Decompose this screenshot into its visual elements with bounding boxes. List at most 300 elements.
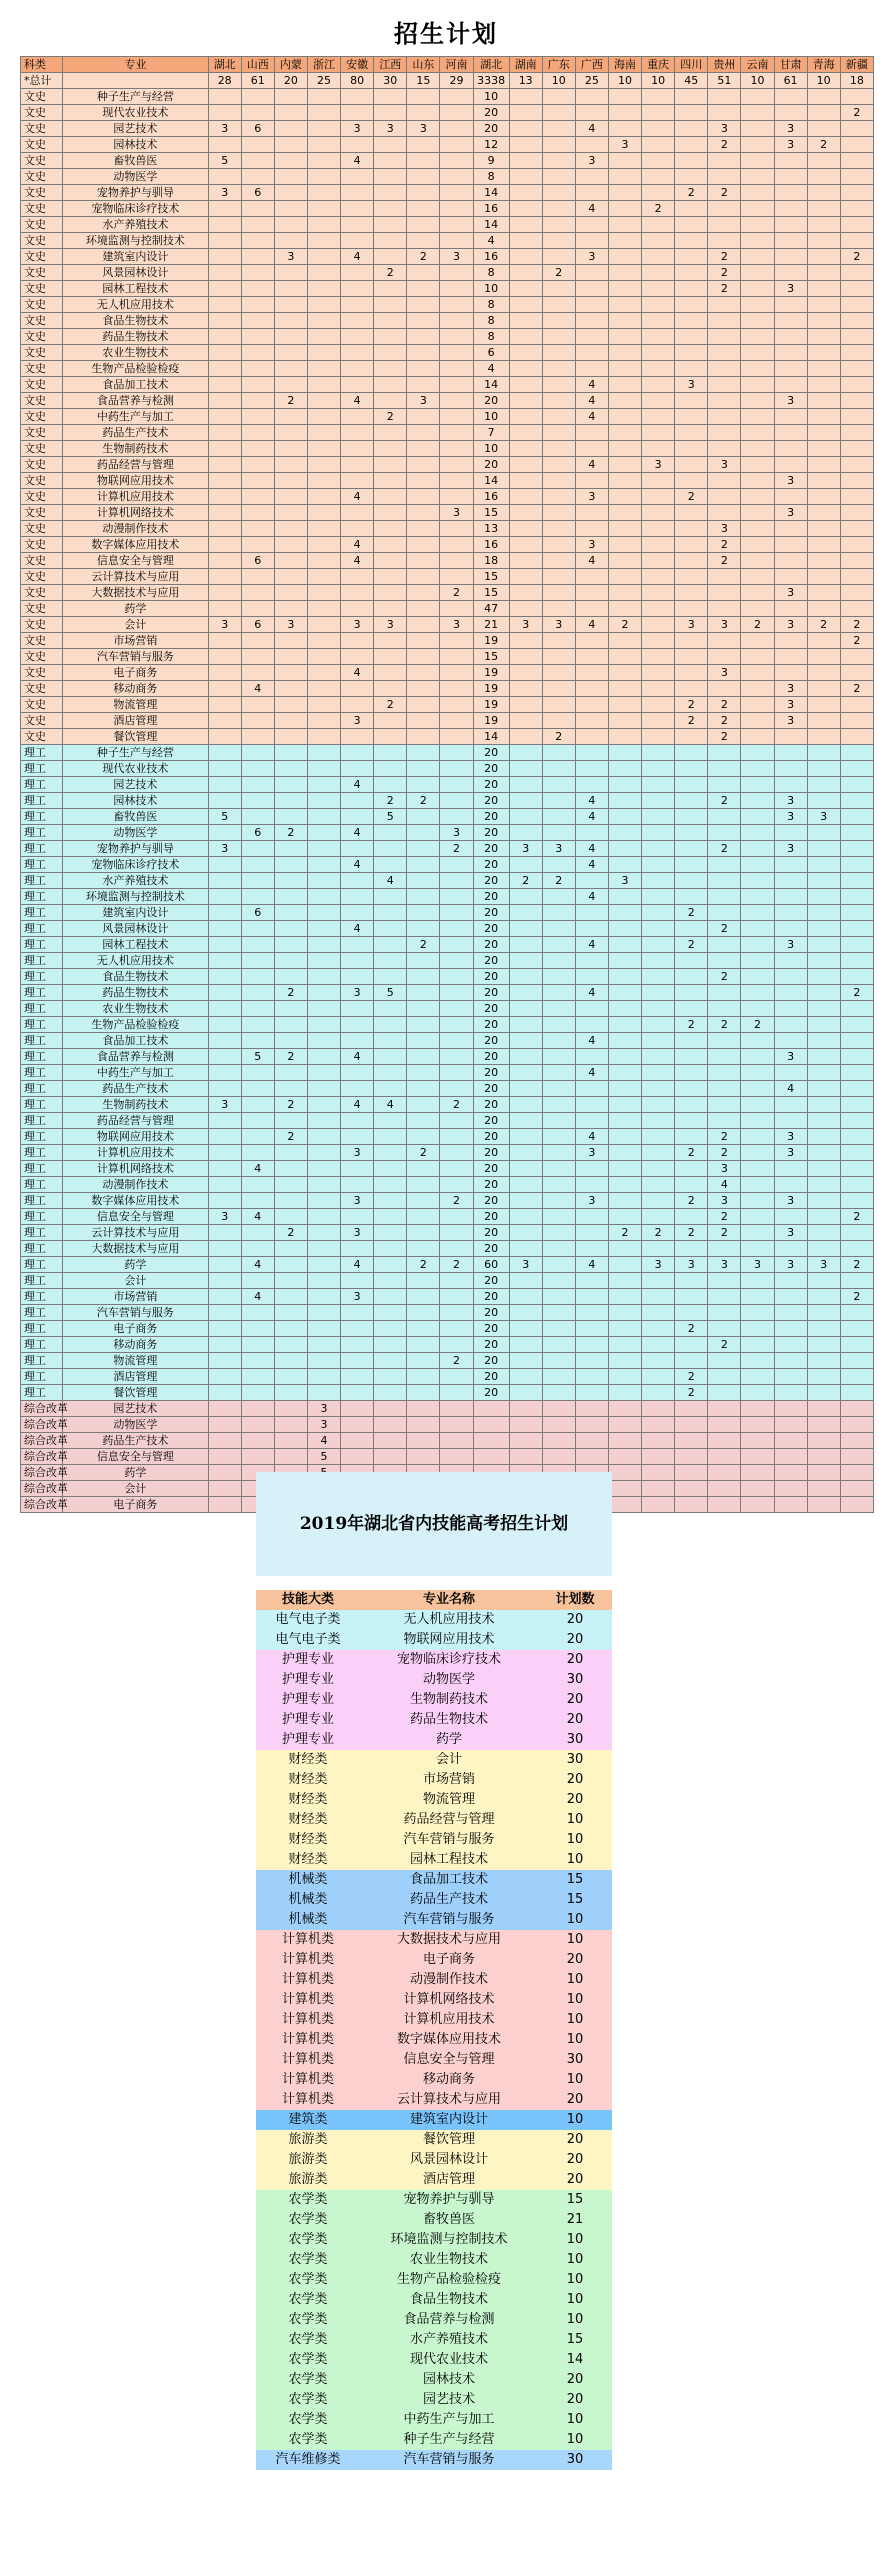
quota-cell	[840, 649, 873, 665]
quota-cell	[407, 985, 440, 1001]
quota-cell	[542, 953, 575, 969]
quota-cell	[440, 473, 473, 489]
quota-cell	[307, 1257, 340, 1273]
quota-cell	[675, 281, 708, 297]
quota-cell: 4	[341, 1049, 374, 1065]
quota-cell	[840, 1065, 873, 1081]
quota-cell	[307, 745, 340, 761]
skill-major-cell: 食品生物技术	[360, 2290, 538, 2310]
quota-cell	[407, 617, 440, 633]
quota-cell	[741, 777, 774, 793]
quota-cell	[741, 1417, 774, 1433]
quota-cell	[542, 121, 575, 137]
skill-major-cell: 电子商务	[360, 1950, 538, 1970]
quota-cell	[807, 185, 840, 201]
quota-cell	[374, 1049, 407, 1065]
quota-cell	[642, 873, 675, 889]
category-cell: 理工	[21, 1161, 63, 1177]
quota-cell	[608, 1033, 641, 1049]
table-row	[21, 313, 874, 329]
quota-cell	[741, 393, 774, 409]
quota-cell	[509, 1433, 542, 1449]
quota-cell: 13	[509, 73, 542, 89]
quota-cell: 20	[473, 121, 509, 137]
quota-cell	[407, 457, 440, 473]
quota-cell	[307, 1241, 340, 1257]
quota-cell	[807, 169, 840, 185]
quota-cell	[774, 1385, 807, 1401]
quota-cell	[509, 249, 542, 265]
quota-cell	[741, 649, 774, 665]
skill-major-cell: 药品生产技术	[360, 1890, 538, 1910]
quota-cell: 6	[241, 825, 274, 841]
quota-cell	[675, 761, 708, 777]
quota-cell	[741, 1097, 774, 1113]
skill-category-cell: 农学类	[256, 2190, 360, 2210]
major-cell: 汽车营销与服务	[63, 1305, 209, 1321]
quota-cell	[840, 777, 873, 793]
quota-cell	[341, 1369, 374, 1385]
quota-cell: 3	[440, 249, 473, 265]
category-cell: 文史	[21, 217, 63, 233]
skill-category-cell: 农学类	[256, 2310, 360, 2330]
quota-cell	[341, 233, 374, 249]
quota-cell	[440, 889, 473, 905]
category-cell: 文史	[21, 601, 63, 617]
quota-cell	[440, 969, 473, 985]
skill-major-cell: 汽车营销与服务	[360, 2450, 538, 2470]
quota-cell	[542, 969, 575, 985]
quota-cell: 2	[708, 1225, 741, 1241]
quota-cell	[774, 377, 807, 393]
major-cell: 动漫制作技术	[63, 521, 209, 537]
quota-cell	[241, 377, 274, 393]
quota-cell	[642, 1049, 675, 1065]
quota-cell	[608, 1481, 641, 1497]
major-cell: 食品生物技术	[63, 313, 209, 329]
quota-cell: 2	[675, 1385, 708, 1401]
quota-cell	[608, 425, 641, 441]
quota-cell	[675, 297, 708, 313]
major-cell: 食品营养与检测	[63, 393, 209, 409]
quota-cell: 3	[608, 873, 641, 889]
skills-row	[256, 2270, 612, 2290]
quota-cell	[575, 473, 608, 489]
quota-cell	[675, 809, 708, 825]
quota-cell	[575, 1289, 608, 1305]
quota-cell	[307, 809, 340, 825]
quota-cell	[509, 185, 542, 201]
quota-cell: 2	[374, 697, 407, 713]
quota-cell	[807, 665, 840, 681]
skills-exam-plan-table	[256, 1590, 612, 2470]
quota-cell	[608, 201, 641, 217]
quota-cell	[807, 937, 840, 953]
quota-cell	[341, 1449, 374, 1465]
skill-quota-cell: 10	[538, 2410, 612, 2430]
quota-cell	[741, 713, 774, 729]
quota-cell	[642, 905, 675, 921]
quota-cell	[440, 89, 473, 105]
quota-cell: 8	[473, 329, 509, 345]
quota-cell	[407, 873, 440, 889]
quota-cell	[708, 905, 741, 921]
quota-cell	[208, 1225, 241, 1241]
quota-cell	[774, 201, 807, 217]
quota-cell: 21	[473, 617, 509, 633]
quota-cell	[642, 153, 675, 169]
quota-cell	[642, 489, 675, 505]
quota-cell	[407, 1097, 440, 1113]
quota-cell	[575, 265, 608, 281]
quota-cell	[241, 537, 274, 553]
quota-cell	[774, 1305, 807, 1321]
quota-cell	[542, 1177, 575, 1193]
quota-cell	[840, 425, 873, 441]
quota-cell	[241, 1097, 274, 1113]
quota-cell	[708, 585, 741, 601]
quota-cell	[642, 841, 675, 857]
quota-cell	[542, 777, 575, 793]
quota-cell	[542, 185, 575, 201]
quota-cell	[241, 1337, 274, 1353]
quota-cell	[509, 169, 542, 185]
quota-cell	[840, 1481, 873, 1497]
quota-cell	[807, 1081, 840, 1097]
quota-cell	[575, 761, 608, 777]
quota-cell	[642, 1433, 675, 1449]
skills-row	[256, 2410, 612, 2430]
quota-cell	[608, 1465, 641, 1481]
quota-cell: 3	[341, 617, 374, 633]
quota-cell	[840, 1049, 873, 1065]
quota-cell	[542, 681, 575, 697]
quota-cell	[274, 601, 307, 617]
category-cell: 文史	[21, 121, 63, 137]
quota-cell	[575, 233, 608, 249]
major-cell: 餐饮管理	[63, 729, 209, 745]
quota-cell	[708, 761, 741, 777]
quota-cell	[542, 329, 575, 345]
quota-cell: 3	[575, 1145, 608, 1161]
quota-cell	[608, 441, 641, 457]
quota-cell	[642, 681, 675, 697]
quota-cell	[807, 649, 840, 665]
quota-cell: 20	[473, 1145, 509, 1161]
quota-cell	[274, 121, 307, 137]
quota-cell	[407, 441, 440, 457]
quota-cell	[741, 1321, 774, 1337]
quota-cell	[608, 1369, 641, 1385]
quota-cell: 20	[473, 1321, 509, 1337]
quota-cell	[708, 649, 741, 665]
quota-cell	[840, 1497, 873, 1513]
quota-cell: 2	[840, 633, 873, 649]
major-cell: 水产养殖技术	[63, 217, 209, 233]
quota-cell: 3	[708, 617, 741, 633]
quota-cell	[208, 377, 241, 393]
quota-cell: 3	[575, 537, 608, 553]
skill-category-cell: 财经类	[256, 1850, 360, 1870]
quota-cell	[542, 761, 575, 777]
quota-cell	[708, 633, 741, 649]
quota-cell	[407, 1177, 440, 1193]
category-cell: 理工	[21, 1081, 63, 1097]
table-row	[21, 105, 874, 121]
quota-cell	[509, 1113, 542, 1129]
quota-cell	[807, 425, 840, 441]
quota-cell: 2	[708, 793, 741, 809]
quota-cell	[774, 1401, 807, 1417]
quota-cell	[840, 793, 873, 809]
quota-cell	[807, 361, 840, 377]
quota-cell: 6	[241, 553, 274, 569]
quota-cell	[274, 681, 307, 697]
skills-row	[256, 2370, 612, 2390]
quota-cell	[307, 1337, 340, 1353]
quota-cell	[307, 889, 340, 905]
quota-cell	[274, 185, 307, 201]
quota-cell	[542, 1353, 575, 1369]
skill-quota-cell: 10	[538, 1930, 612, 1950]
quota-cell	[774, 825, 807, 841]
quota-cell: 3	[774, 1225, 807, 1241]
quota-cell	[208, 521, 241, 537]
category-cell: 理工	[21, 1129, 63, 1145]
quota-cell	[407, 969, 440, 985]
quota-cell	[642, 601, 675, 617]
quota-cell	[440, 393, 473, 409]
quota-cell	[542, 1033, 575, 1049]
skill-major-cell: 药品经营与管理	[360, 1810, 538, 1830]
quota-cell	[407, 473, 440, 489]
table-row	[21, 1097, 874, 1113]
quota-cell	[374, 649, 407, 665]
quota-cell: 2	[642, 201, 675, 217]
quota-cell	[241, 921, 274, 937]
quota-cell	[509, 1161, 542, 1177]
quota-cell	[241, 953, 274, 969]
quota-cell	[807, 1145, 840, 1161]
quota-cell: 4	[241, 1289, 274, 1305]
page-title: 招生计划	[394, 20, 498, 48]
quota-cell: 10	[608, 73, 641, 89]
major-cell: 药品生物技术	[63, 985, 209, 1001]
quota-cell	[807, 841, 840, 857]
quota-cell: 3	[774, 1145, 807, 1161]
quota-cell	[440, 1017, 473, 1033]
quota-cell: 10	[642, 73, 675, 89]
quota-cell	[509, 1321, 542, 1337]
quota-cell: 3	[774, 793, 807, 809]
quota-cell	[307, 969, 340, 985]
quota-cell	[208, 1449, 241, 1465]
major-cell: 中药生产与加工	[63, 409, 209, 425]
skill-category-cell: 电气电子类	[256, 1630, 360, 1650]
quota-cell: 2	[608, 1225, 641, 1241]
quota-cell	[440, 1449, 473, 1465]
quota-cell: 2	[708, 1209, 741, 1225]
quota-cell	[840, 809, 873, 825]
quota-cell: 6	[241, 905, 274, 921]
quota-cell	[307, 649, 340, 665]
quota-cell	[675, 1177, 708, 1193]
quota-cell	[774, 1177, 807, 1193]
quota-cell	[741, 249, 774, 265]
quota-cell: 4	[575, 1033, 608, 1049]
quota-cell	[575, 905, 608, 921]
quota-cell: 2	[675, 1145, 708, 1161]
quota-cell: 3	[774, 585, 807, 601]
quota-cell	[307, 1001, 340, 1017]
quota-cell	[374, 489, 407, 505]
quota-cell: 4	[575, 1129, 608, 1145]
quota-cell	[208, 1481, 241, 1497]
quota-cell	[241, 665, 274, 681]
quota-cell	[274, 1353, 307, 1369]
quota-cell	[708, 1353, 741, 1369]
quota-cell	[807, 281, 840, 297]
quota-cell	[575, 745, 608, 761]
quota-cell	[542, 281, 575, 297]
category-cell: 文史	[21, 537, 63, 553]
skill-major-cell: 环境监测与控制技术	[360, 2230, 538, 2250]
quota-cell	[675, 425, 708, 441]
quota-cell	[708, 297, 741, 313]
quota-cell	[374, 185, 407, 201]
quota-cell: 3	[575, 489, 608, 505]
quota-cell	[374, 441, 407, 457]
quota-cell	[208, 601, 241, 617]
quota-cell: 20	[473, 1369, 509, 1385]
quota-cell	[374, 505, 407, 521]
quota-cell	[407, 265, 440, 281]
quota-cell	[509, 1289, 542, 1305]
quota-cell: 新疆	[840, 57, 873, 73]
quota-cell	[774, 1289, 807, 1305]
quota-cell	[241, 265, 274, 281]
quota-cell	[509, 1353, 542, 1369]
major-cell: 药品经营与管理	[63, 457, 209, 473]
quota-cell	[341, 1001, 374, 1017]
quota-cell	[542, 425, 575, 441]
quota-cell: 3	[208, 121, 241, 137]
quota-cell	[341, 1337, 374, 1353]
quota-cell	[241, 1449, 274, 1465]
quota-cell	[675, 1305, 708, 1321]
quota-cell	[642, 1481, 675, 1497]
quota-cell	[542, 1289, 575, 1305]
quota-cell	[575, 361, 608, 377]
quota-cell	[575, 1401, 608, 1417]
skill-category-cell: 护理专业	[256, 1650, 360, 1670]
quota-cell	[307, 729, 340, 745]
table-row	[21, 409, 874, 425]
quota-cell	[840, 169, 873, 185]
quota-cell	[840, 281, 873, 297]
table-row	[21, 1401, 874, 1417]
quota-cell	[241, 1385, 274, 1401]
skills-row	[256, 2230, 612, 2250]
quota-cell	[241, 217, 274, 233]
quota-cell	[307, 201, 340, 217]
quota-cell	[575, 185, 608, 201]
table-row	[21, 969, 874, 985]
quota-cell	[440, 313, 473, 329]
quota-cell	[807, 1129, 840, 1145]
quota-cell	[807, 1321, 840, 1337]
major-cell: 大数据技术与应用	[63, 585, 209, 601]
quota-cell	[774, 1001, 807, 1017]
quota-cell	[407, 1241, 440, 1257]
quota-cell	[509, 1193, 542, 1209]
quota-cell: 16	[473, 537, 509, 553]
quota-cell	[642, 409, 675, 425]
skills-row	[256, 2210, 612, 2230]
quota-cell	[407, 217, 440, 233]
quota-cell	[307, 1289, 340, 1305]
quota-cell: 2	[675, 905, 708, 921]
quota-cell	[774, 425, 807, 441]
quota-cell	[840, 1097, 873, 1113]
quota-cell	[374, 1401, 407, 1417]
quota-cell	[208, 537, 241, 553]
quota-cell	[341, 761, 374, 777]
skill-category-cell: 农学类	[256, 2270, 360, 2290]
quota-cell	[807, 1001, 840, 1017]
quota-cell	[407, 921, 440, 937]
quota-cell	[840, 185, 873, 201]
quota-cell: 2	[374, 793, 407, 809]
category-cell: 文史	[21, 313, 63, 329]
quota-cell	[307, 313, 340, 329]
quota-cell	[341, 505, 374, 521]
quota-cell	[608, 1321, 641, 1337]
quota-cell: 4	[575, 1257, 608, 1273]
quota-cell: 6	[473, 345, 509, 361]
quota-cell	[840, 1001, 873, 1017]
skill-quota-cell: 20	[538, 2370, 612, 2390]
quota-cell	[741, 457, 774, 473]
quota-cell	[807, 1273, 840, 1289]
quota-cell	[840, 1177, 873, 1193]
quota-cell	[208, 1497, 241, 1513]
quota-cell	[774, 1449, 807, 1465]
quota-cell	[608, 329, 641, 345]
quota-cell: 3	[774, 937, 807, 953]
quota-cell	[642, 1497, 675, 1513]
quota-cell	[341, 281, 374, 297]
skill-major-cell: 酒店管理	[360, 2170, 538, 2190]
table-row	[21, 1369, 874, 1385]
skill-category-cell: 财经类	[256, 1810, 360, 1830]
quota-cell: 3	[274, 249, 307, 265]
quota-cell: 2	[542, 873, 575, 889]
quota-cell	[708, 1273, 741, 1289]
quota-cell	[274, 537, 307, 553]
quota-cell	[274, 137, 307, 153]
quota-cell	[642, 1289, 675, 1305]
table-row	[21, 345, 874, 361]
quota-cell	[642, 1353, 675, 1369]
quota-cell	[542, 377, 575, 393]
quota-cell	[675, 201, 708, 217]
major-cell: 数字媒体应用技术	[63, 537, 209, 553]
quota-cell	[509, 921, 542, 937]
major-cell: 电子商务	[63, 1321, 209, 1337]
quota-cell	[807, 921, 840, 937]
table-row	[21, 1049, 874, 1065]
